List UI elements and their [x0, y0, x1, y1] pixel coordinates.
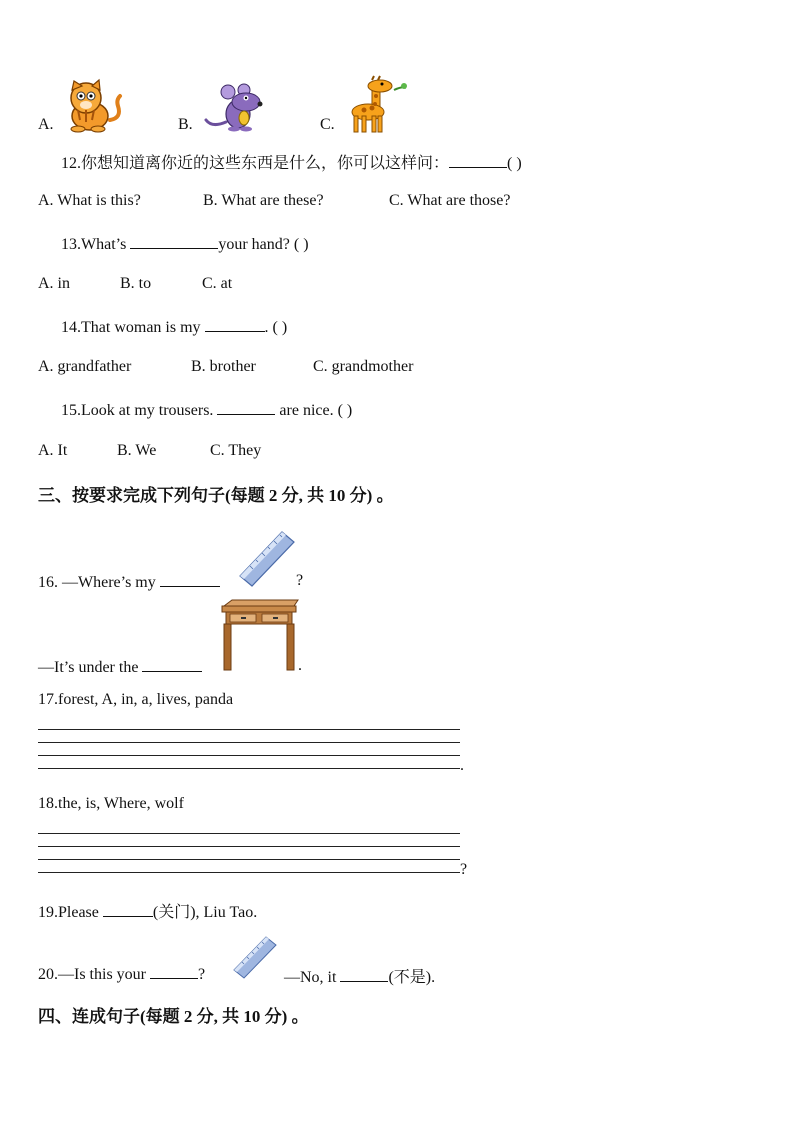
q16-blank-2 [142, 657, 202, 672]
q15-option-a: A. It [38, 442, 68, 459]
q13-option-a: A. in [38, 275, 70, 292]
q15-option-b: B. We [117, 442, 157, 459]
q18-end-mark: ? [460, 861, 468, 878]
option-c-label: C. [320, 116, 335, 133]
mouse-icon [204, 84, 266, 132]
q15-stem: 15.Look at my trousers. are nice. ( ) [61, 402, 353, 419]
q17-words: 17.forest, A, in, a, lives, panda [38, 691, 234, 708]
section-3-title: 三、按要求完成下列句子(每题 2 分, 共 10 分) 。 [38, 486, 394, 505]
giraffe-icon [344, 78, 410, 132]
answer-line [38, 872, 460, 873]
answer-line [38, 833, 460, 834]
q15-option-c: C. They [210, 442, 262, 459]
q13-option-b: B. to [120, 275, 152, 292]
option-b-label: B. [178, 116, 193, 133]
q14-blank [205, 317, 265, 332]
q12-blank [449, 153, 507, 168]
answer-line [38, 742, 460, 743]
q13-stem: 13.What’s your hand? ( ) [61, 236, 309, 253]
q12-option-a: A. What is this? [38, 192, 141, 209]
desk-icon [218, 598, 300, 672]
q16-line1: 16. —Where’s my [38, 572, 220, 592]
q12-stem: 12.你想知道离你近的这些东西是什么，你可以这样问： ( ) [61, 155, 522, 172]
q20-stem-part1: 20.—Is this your ? [38, 966, 206, 983]
q13-option-c: C. at [202, 275, 233, 292]
q15-blank [217, 400, 275, 415]
answer-line [38, 846, 460, 847]
q20-blank-2 [340, 967, 388, 982]
q14-stem: 14.That woman is my . ( ) [61, 319, 288, 336]
q20-stem-part2: —No, it (不是). [284, 969, 436, 986]
section-4-title: 四、连成句子(每题 2 分, 共 10 分) 。 [38, 1007, 309, 1026]
q19-stem: 19.Please (关门), Liu Tao. [38, 904, 258, 921]
cat-icon [62, 80, 124, 132]
q19-blank [103, 902, 153, 917]
q12-option-c: C. What are those? [389, 192, 511, 209]
ruler-icon [238, 528, 298, 588]
q20-blank-1 [150, 964, 198, 979]
answer-line [38, 755, 460, 756]
option-a-label: A. [38, 116, 54, 133]
ruler-icon [232, 934, 280, 980]
answer-line [38, 729, 460, 730]
q14-option-b: B. brother [191, 358, 256, 375]
q18-words: 18.the, is, Where, wolf [38, 795, 184, 812]
q14-option-a: A. grandfather [38, 358, 132, 375]
q16-line1-end: ? [296, 572, 304, 589]
q16-line2: —It’s under the [38, 657, 202, 677]
answer-line [38, 768, 460, 769]
answer-line [38, 859, 460, 860]
q16-blank-1 [160, 572, 220, 587]
q12-option-b: B. What are these? [203, 192, 324, 209]
q14-option-c: C. grandmother [313, 358, 414, 375]
q16-line2-end: . [298, 657, 302, 674]
q13-blank [130, 234, 218, 249]
q17-end-mark: . [460, 757, 464, 774]
